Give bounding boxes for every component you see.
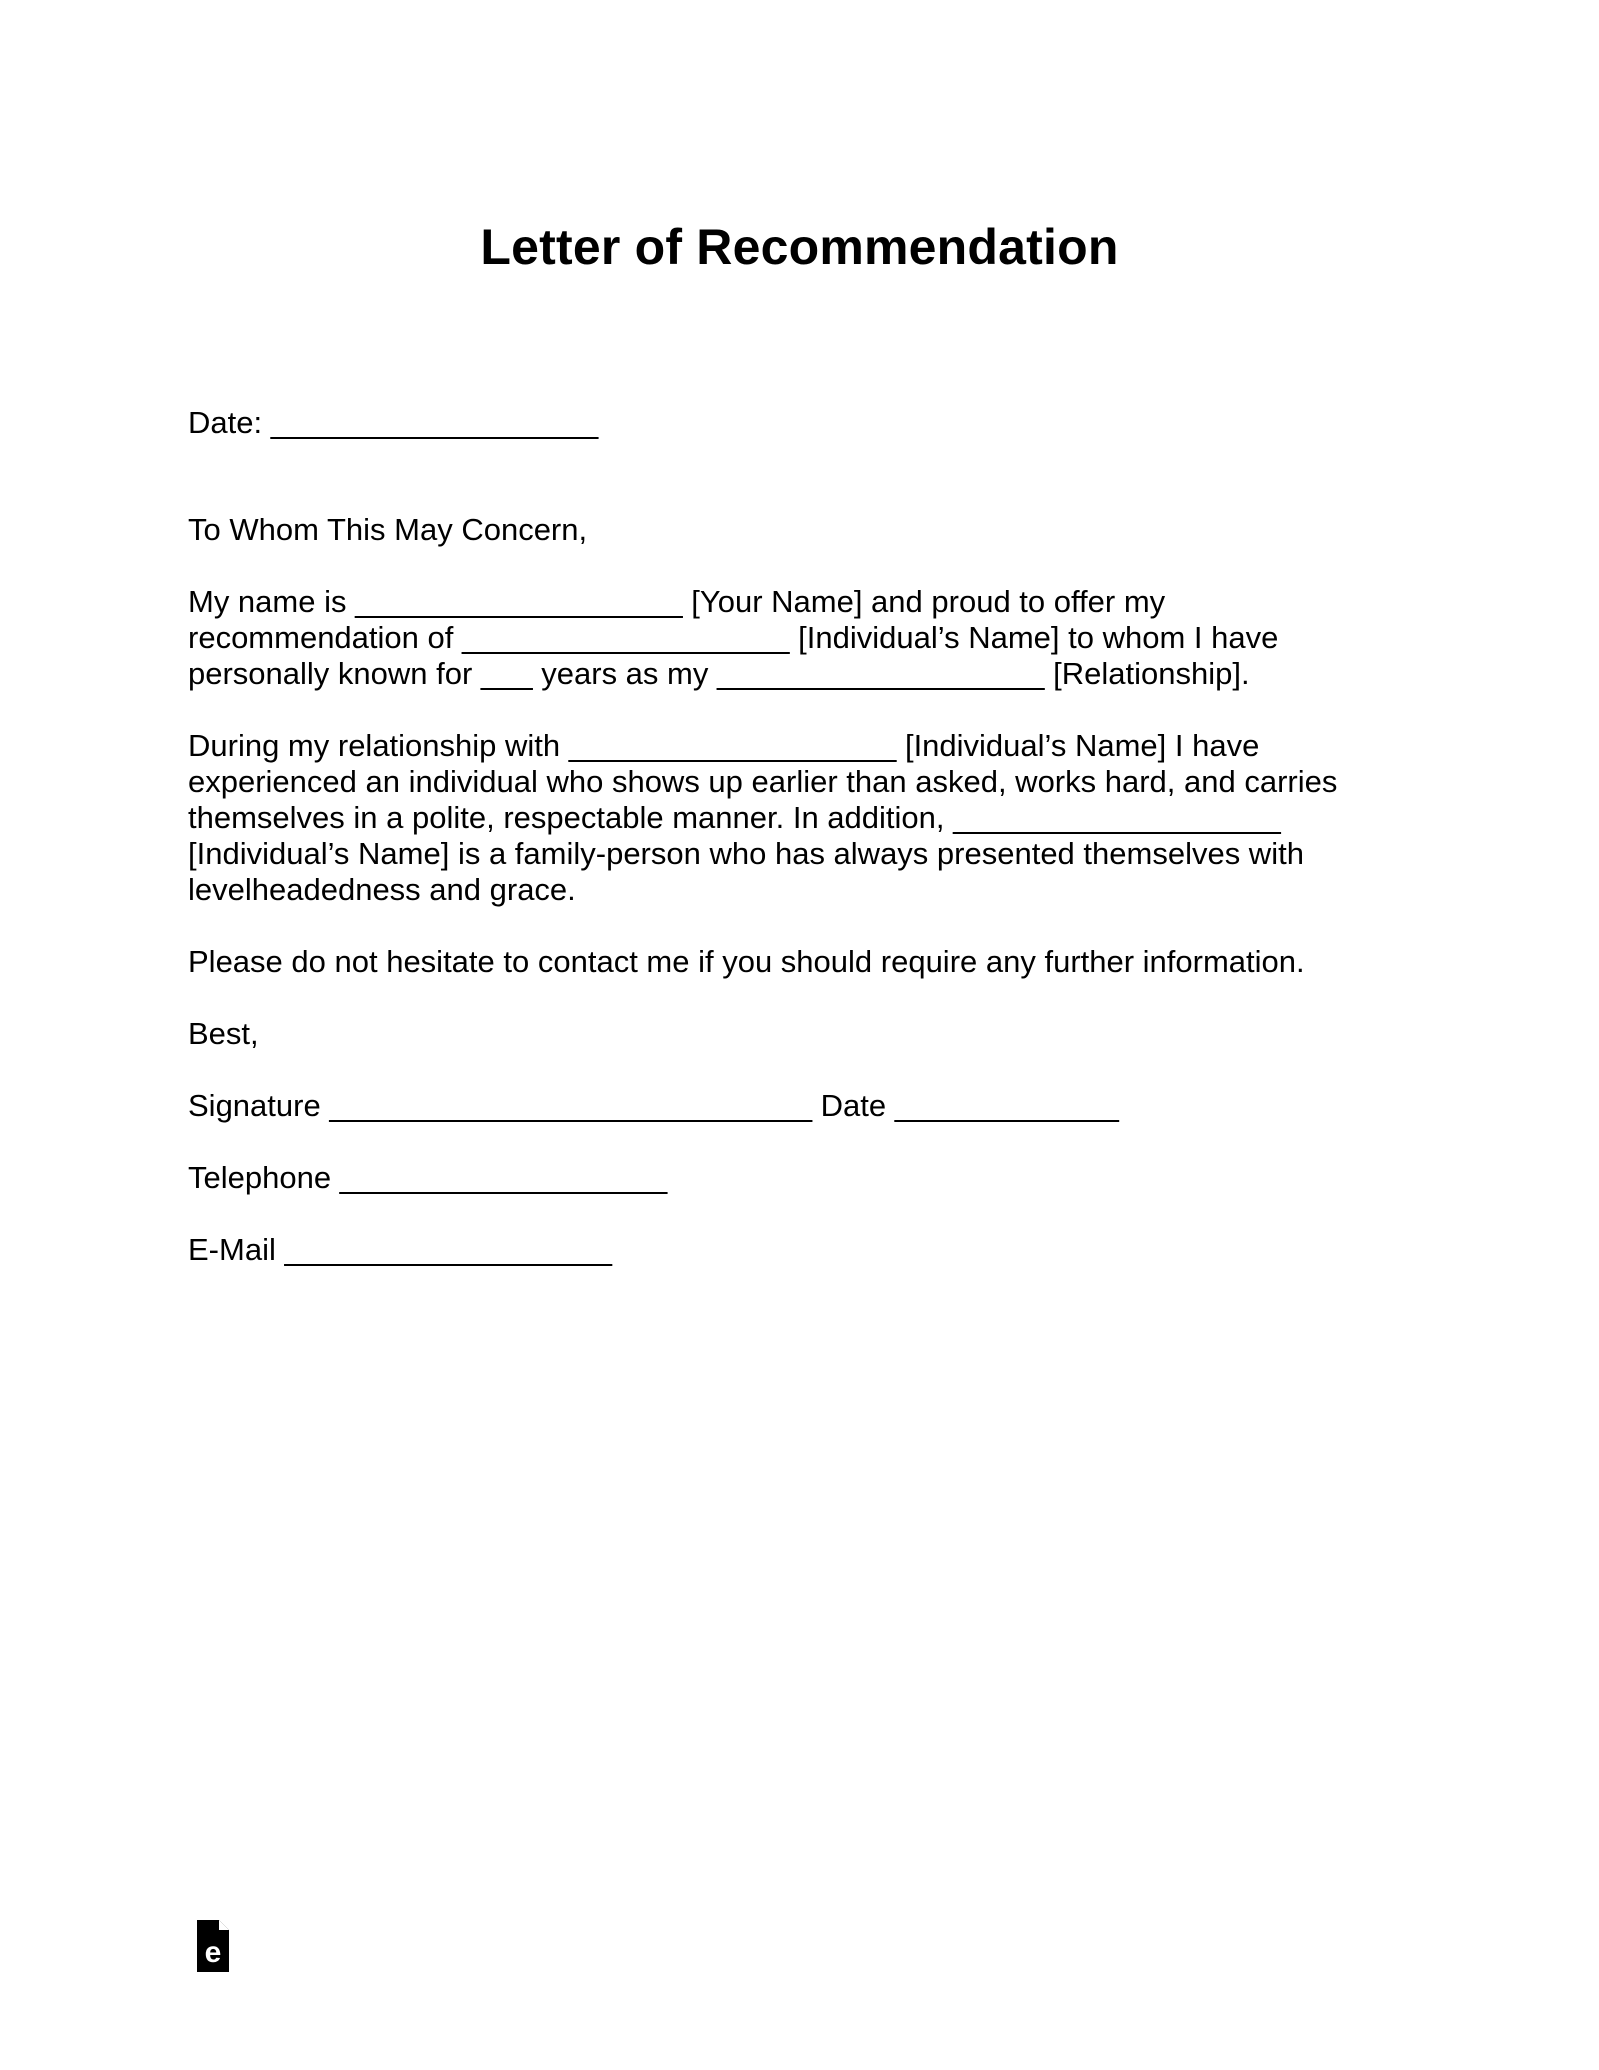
paragraph2-line: [Individual’s Name] is a family-person who has always presented themselves with [188, 836, 1304, 871]
document-title: Letter of Recommendation [480, 219, 1119, 275]
paragraph2-line: During my relationship with ___________________ [Individual’s Name] I have [188, 728, 1260, 763]
paragraph2-line: levelheadedness and grace. [188, 872, 576, 907]
closing-request: Please do not hesitate to contact me if you should require any further information. [188, 944, 1305, 979]
signature-line: Signature ____________________________ Date _____________ [188, 1088, 1119, 1123]
paragraph2-line: experienced an individual who shows up earlier than asked, works hard, and carries [188, 764, 1338, 799]
salutation: To Whom This May Concern, [188, 512, 588, 547]
date-line: Date: ___________________ [188, 405, 599, 440]
paragraph1-line: personally known for ___ years as my ___________________ [Relationship]. [188, 656, 1250, 691]
logo-glyph: e [204, 1936, 222, 1969]
paragraph1-line: My name is ___________________ [Your Name] and proud to offer my [188, 584, 1166, 619]
eforms-logo-icon [195, 1920, 231, 1972]
paragraph2-line: themselves in a polite, respectable manner. In addition, ___________________ [188, 800, 1281, 835]
telephone-line: Telephone ___________________ [188, 1160, 668, 1195]
paragraph1-line: recommendation of ___________________ [Individual’s Name] to whom I have [188, 620, 1279, 655]
sign-off: Best, [188, 1016, 259, 1051]
email-line: E-Mail ___________________ [188, 1232, 613, 1267]
